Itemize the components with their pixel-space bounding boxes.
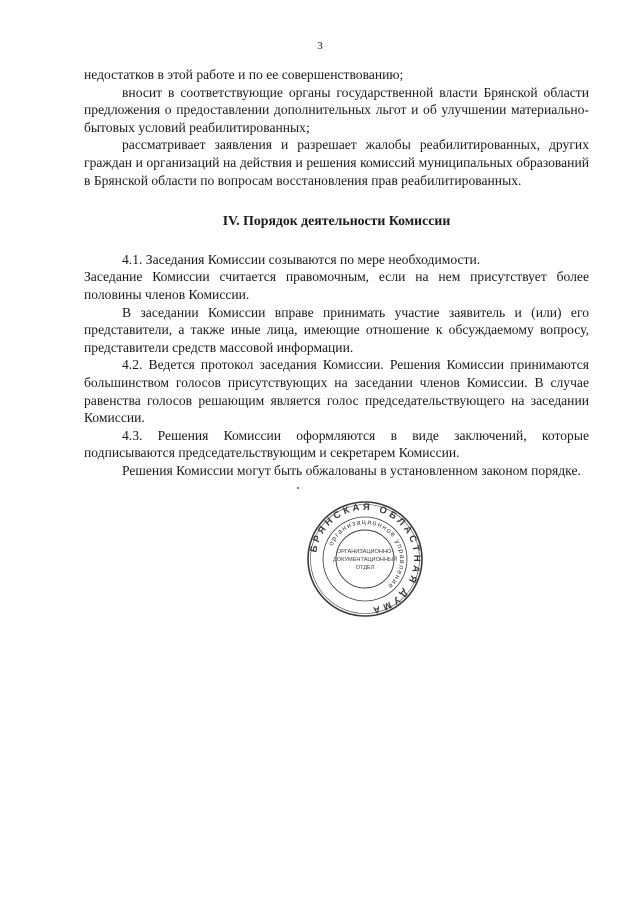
paragraph-4-3: 4.3. Решения Комиссии оформляются в виде заключений, которые подписываются председательствующим и секретарем Комиссии. (84, 427, 589, 461)
seal-center-line-2: ДОКУМЕНТАЦИОННЫЙ (333, 557, 397, 563)
seal-graphic (306, 500, 424, 618)
paragraph-4-2: 4.2. Ведется протокол заседания Комиссии. Решения Комиссии принимаются большинством голосов присутствующих на заседании членов Комиссии. В случае равенства голосов решающим является голос председательствующего на заседании Комиссии. (84, 357, 589, 426)
paragraph-participants: В заседании Комиссии вправе принимать участие заявитель и (или) его представители, а также иные лица, имеющие отношение к обсуждаемому вопросу, представители средств массовой информации. (84, 304, 589, 355)
paragraph-proposals: вносит в соответствующие органы государственной власти Брянской области предложения о предоставлении дополнительных льгот и об улучшении материально-бытовых условий реабилитированных; (84, 84, 589, 135)
paragraph-complaints: рассматривает заявления и разрешает жалобы реабилитированных, других граждан и организаций на действия и решения комиссий муниципальных образований в Брянской области по вопросам восстановления прав реабилитированных. (84, 137, 589, 188)
scan-speck (297, 487, 299, 489)
paragraph-quorum: Заседание Комиссии считается правомочным, если на нем присутствует более половины членов Комиссии. (84, 269, 589, 302)
document-body (84, 66, 589, 479)
seal-inner-textpath: организационное управление (327, 518, 406, 591)
paragraph-appeal: Решения Комиссии могут быть обжалованы в установленном законом порядке. (122, 462, 581, 478)
section-title: IV. Порядок деятельности Комиссии (222, 213, 451, 229)
paragraph-continuation: недостатков в этой работе и по ее совершенствованию; (84, 67, 404, 82)
paragraph-4-1: 4.1. Заседания Комиссии созываются по мере необходимости. (122, 251, 481, 267)
seal-center-line-3: ОТДЕЛ (355, 565, 375, 571)
seal-center-line-1: ОРГАНИЗАЦИОННО- (336, 549, 394, 555)
seal-outer-textpath: БРЯНСКАЯ ОБЛАСТНАЯ ДУМА (308, 501, 423, 616)
official-seal (306, 500, 424, 618)
page-number: 3 (317, 40, 323, 52)
